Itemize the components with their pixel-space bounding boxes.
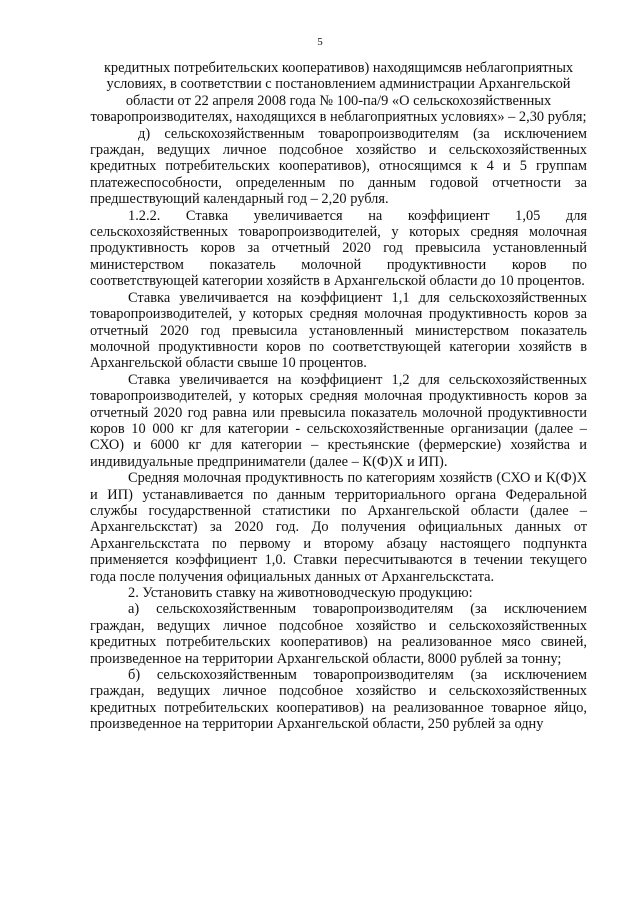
paragraph-item-d: д) сельскохозяйственным товаропроизводителям (за исключением граждан, ведущих личное подсобное хозяйство и сельскохозяйственных кредитных потребительских кооперативов), относящимся к 4 и 5 группам платежеспособности, определенным по данным годовой отчетности за предшествующий календарный год – 2,20 рубля.: [90, 125, 587, 208]
paragraph-average-productivity: Средняя молочная продуктивность по категориям хозяйств (СХО и К(Ф)Х и ИП) устанавливается по данным территориального органа Федеральной службы государственной статистики по Архангельской области (далее – Архангельскстат) за 2020 год. До получения официальных данных от Архангельскстата по первому и второму абзацу настоящего подпункта применяется коэффициент 1,0. Ставки пересчитываются в течении текущего года после получения официальных данных от Архангельскстата.: [90, 470, 587, 585]
document-body: [90, 60, 587, 733]
paragraph-item-b: б) сельскохозяйственным товаропроизводителям (за исключением граждан, ведущих личное подсобное хозяйство и сельскохозяйственных кредитных потребительских кооперативов) на реализованное товарное яйцо, произведенное на территории Архангельской области, 250 рублей за одну: [90, 667, 587, 733]
page-number: 5: [317, 36, 323, 48]
paragraph-continuation: кредитных потребительских кооперативов) находящимсяв неблагоприятных условиях, в соответствии с постановлением администрации Архангельской области от 22 апреля 2008 года № 100-па/9 «О сельскохозяйственных товаропроизводителях, находящихся в неблагоприятных условиях» – 2,30 рубля;: [90, 60, 587, 126]
paragraph-item-a: а) сельскохозяйственным товаропроизводителям (за исключением граждан, ведущих личное подсобное хозяйство и сельскохозяйственных кредитных потребительских кооперативов) на реализованное мясо свиней, произведенное на территории Архангельской области, 8000 рублей за тонну;: [90, 601, 587, 667]
paragraph-coefficient-1-1: Ставка увеличивается на коэффициент 1,1 для сельскохозяйственных товаропроизводителей, у которых средняя молочная продуктивность коров за отчетный 2020 год превысила установленный министерством показатель молочной продуктивности коров по соответствующей категории хозяйств в Архангельской области свыше 10 процентов.: [90, 289, 587, 372]
paragraph-coefficient-1-2: Ставка увеличивается на коэффициент 1,2 для сельскохозяйственных товаропроизводителей, у которых средняя молочная продуктивность коров за отчетный 2020 год равна или превысила показатель молочной продуктивности коров 10 000 кг для категории - сельскохозяйственные организации (далее – СХО) и 6000 кг для категории – крестьянские (фермерские) хозяйства и индивидуальные предприниматели (далее – К(Ф)Х и ИП).: [90, 371, 587, 470]
paragraph-section-2: 2. Установить ставку на животноводческую продукцию:: [128, 585, 473, 601]
paragraph-1-2-2: 1.2.2. Ставка увеличивается на коэффициент 1,05 для сельскохозяйственных товаропроизводителей, у которых средняя молочная продуктивность коров за отчетный 2020 год превысила установленный министерством показатель молочной продуктивности коров по соответствующей категории хозяйств в Архангельской области до 10 процентов.: [90, 207, 587, 290]
